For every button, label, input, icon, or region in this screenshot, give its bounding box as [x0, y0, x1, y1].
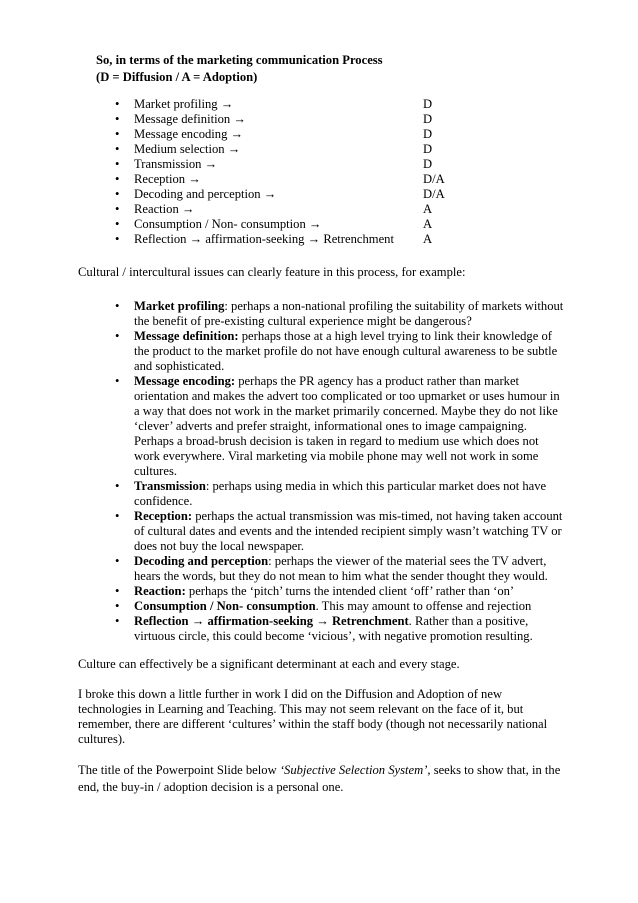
bullet-icon: •	[115, 479, 120, 493]
title-para-before: The title of the Powerpoint Slide below	[78, 763, 280, 777]
issue-term: Reception:	[134, 509, 193, 523]
issue-text: : perhaps the viewer of the material sees the TV advert, hears the words, but they do not mean to him what the sender thought they would.	[134, 554, 548, 583]
step-code: D	[423, 157, 433, 171]
step-label: Reception →	[134, 172, 201, 186]
issue-item	[96, 329, 566, 374]
issue-item	[96, 479, 566, 509]
step-label: Medium selection →	[134, 142, 241, 156]
process-step	[96, 217, 456, 232]
process-step	[96, 202, 456, 217]
step-label: Reaction →	[134, 202, 195, 216]
bullet-icon: •	[115, 329, 120, 343]
step-code: A	[423, 232, 433, 246]
bullet-icon: •	[115, 112, 120, 126]
issue-term: Message definition:	[134, 329, 239, 343]
step-code: D/A	[423, 172, 445, 186]
issue-term: Transmission	[134, 479, 206, 493]
issue-item	[96, 584, 566, 599]
step-code: D/A	[423, 187, 445, 201]
bullet-icon: •	[115, 172, 120, 186]
slide-title: ‘Subjective Selection System’	[279, 763, 428, 777]
issue-item	[96, 599, 566, 614]
issue-text: : perhaps a non-national profiling the suitability of markets without the benefit of pre-existing cultural experience might be dangerous?	[134, 299, 564, 328]
bullet-icon: •	[115, 142, 120, 156]
issue-text: perhaps the PR agency has a product rather than market orientation and makes the advert too complicated or too upmarket or uses humour in a way that does not work in the market primarily concerned. Maybe they do not like ‘clever’ adverts and prefer straight, informational ones to image campaigning. Perhaps a broad-brush decision is taken in regard to medium use which does not work everywhere. Viral marketing via mobile phone may well not work in some cultures.	[134, 374, 560, 478]
issue-term: Market profiling	[134, 299, 225, 313]
title-para-after: , seeks to show that, in the end, the buy-in / adoption decision is a personal one.	[78, 763, 561, 794]
bullet-icon: •	[115, 232, 120, 246]
process-step	[96, 232, 456, 247]
issue-text: . Rather than a positive, virtuous circle, this could become ‘vicious’, with negative promotion resulting.	[134, 614, 533, 643]
issue-item	[96, 509, 566, 554]
issue-item	[96, 614, 566, 644]
issue-term: Message encoding:	[134, 374, 236, 388]
heading-line-2: (D = Diffusion / A = Adoption)	[96, 70, 258, 84]
cultural-issues-list	[96, 299, 566, 644]
step-label: Market profiling →	[134, 97, 234, 111]
heading-line-1: So, in terms of the marketing communication Process	[96, 53, 383, 67]
step-code: A	[423, 202, 433, 216]
step-code: D	[423, 112, 433, 126]
process-step	[96, 142, 456, 157]
issue-text: : perhaps using media in which this particular market does not have confidence.	[134, 479, 547, 508]
bullet-icon: •	[115, 187, 120, 201]
issue-text: perhaps the ‘pitch’ turns the intended client ‘off’ rather than ‘on’	[185, 584, 515, 598]
bullet-icon: •	[115, 509, 120, 523]
process-steps-list	[96, 97, 456, 247]
process-step	[96, 127, 456, 142]
issue-item	[96, 374, 566, 479]
bullet-icon: •	[115, 127, 120, 141]
step-code: A	[423, 217, 433, 231]
process-step	[96, 97, 456, 112]
step-label: Decoding and perception →	[134, 187, 277, 201]
culture-paragraph: Culture can effectively be a significant determinant at each and every stage.	[78, 657, 460, 671]
issue-term: Reflection → affirmation-seeking → Retrenchment	[134, 614, 409, 628]
bullet-icon: •	[115, 584, 120, 598]
bullet-icon: •	[115, 599, 120, 613]
intro-paragraph: Cultural / intercultural issues can clearly feature in this process, for example:	[78, 265, 466, 279]
process-step	[96, 187, 456, 202]
bullet-icon: •	[115, 97, 120, 111]
bullet-icon: •	[115, 157, 120, 171]
issue-term: Decoding and perception	[134, 554, 269, 568]
step-label: Message encoding →	[134, 127, 244, 141]
process-step	[96, 157, 456, 172]
step-label: Consumption / Non- consumption →	[134, 217, 322, 231]
process-step	[96, 172, 456, 187]
bullet-icon: •	[115, 202, 120, 216]
bullet-icon: •	[115, 217, 120, 231]
issue-item	[96, 554, 566, 584]
bullet-icon: •	[115, 554, 120, 568]
step-label: Transmission →	[134, 157, 218, 171]
step-code: D	[423, 127, 433, 141]
issue-text: perhaps the actual transmission was mis-timed, not having taken account of cultural dates and events and the intended recipient simply wasn’t watching TV or does not buy the local newspaper.	[134, 509, 563, 553]
issue-text: perhaps those at a high level trying to link their knowledge of the product to the market profile do not have enough cultural awareness to be subtle and sophisticated.	[134, 329, 558, 373]
bullet-icon: •	[115, 614, 120, 628]
step-code: D	[423, 97, 433, 111]
issue-term: Consumption / Non- consumption	[134, 599, 316, 613]
bullet-icon: •	[115, 299, 120, 313]
section-heading	[96, 52, 383, 86]
diffusion-paragraph: I broke this down a little further in work I did on the Diffusion and Adoption of new technologies in Learning and Teaching. This may not seem relevant on the face of it, but remember, there are different ‘cultures’ within the staff body (though not necessarily national cultures).	[78, 687, 548, 746]
slide-title-paragraph	[78, 762, 564, 796]
issue-term: Reaction:	[134, 584, 186, 598]
step-label: Reflection → affirmation-seeking → Retrenchment	[134, 232, 394, 246]
step-label: Message definition →	[134, 112, 246, 126]
issue-text: . This may amount to offense and rejection	[315, 599, 532, 613]
process-step	[96, 112, 456, 127]
step-code: D	[423, 142, 433, 156]
bullet-icon: •	[115, 374, 120, 388]
issue-item	[96, 299, 566, 329]
